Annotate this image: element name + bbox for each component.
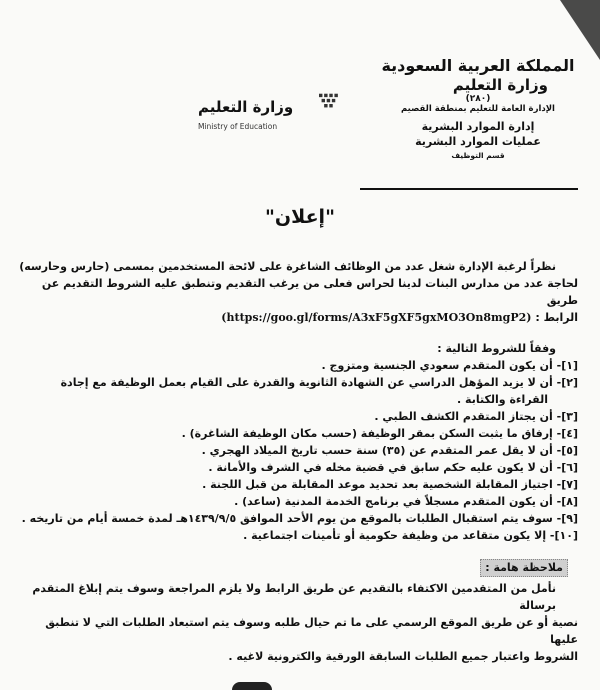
condition-item: [١٠]- إلا يكون متقاعد من وظيفة حكومية أو تأمينات اجتماعية . xyxy=(243,529,578,542)
condition-item: [٢]- أن لا يزيد المؤهل الدراسي عن الشهادة الثانوية والقدرة على القيام بعمل الوظيفة مع إجادة xyxy=(60,376,578,389)
ministry-logo-icon xyxy=(314,92,348,116)
ministry-logo xyxy=(190,92,350,136)
sub-department: عمليات الموارد البشرية xyxy=(415,135,541,148)
condition-item: [٥]- أن لا يقل عمر المتقدم عن (٣٥) سنة حسب تاريخ الميلاد الهجري . xyxy=(201,444,578,457)
note-line: نأمل من المتقدمين الاكتفاء بالتقديم عن طريق الرابط ولا يلزم المراجعة وسوف يتم إبلاغ المتقدم برسالة xyxy=(32,582,556,612)
condition-item: [٣]- أن يجتاز المتقدم الكشف الطبي . xyxy=(374,410,578,423)
link-label: الرابط : xyxy=(535,311,578,324)
note-line: الشروط واعتبار جميع الطلبات السابقة الورقية والكترونية لاغيه . xyxy=(228,650,578,663)
note-heading-wrap xyxy=(16,556,578,577)
ministry-name: وزارة التعليم xyxy=(452,76,548,94)
condition-item-continued: القراءة والكتابة . xyxy=(457,393,548,406)
scan-artifact xyxy=(560,0,600,60)
letterhead xyxy=(378,56,578,160)
condition-item: [٨]- أن يكون المتقدم مسجلاً في برنامج الخدمة المدنية (ساعد) . xyxy=(234,495,578,508)
application-link[interactable]: (https://goo.gl/forms/A3xF5gXF5gxMO3On8mgP2) xyxy=(221,311,532,324)
conditions-heading: وفقاً للشروط التالية : xyxy=(437,342,556,355)
code: (٢٨٠) xyxy=(465,94,491,104)
note-line: نصية أو عن طريق الموقع الرسمي على ما تم حيال طلبه وسوف يتم استبعاد الطلبات التي لا تنطبق عليها xyxy=(45,616,578,646)
stamp-fragment xyxy=(232,682,272,690)
logo-arabic: وزارة التعليم xyxy=(198,98,294,116)
kingdom-name: المملكة العربية السعودية xyxy=(381,56,575,75)
header-divider xyxy=(360,188,578,190)
announcement-title: "إعلان" xyxy=(265,206,335,228)
condition-item: [٤]- إرفاق ما يثبت السكن بمقر الوظيفة (حسب مكان الوظيفة الشاغرة) . xyxy=(181,427,578,440)
intro-paragraph xyxy=(16,258,578,326)
intro-line: نظراً لرغبة الإدارة شغل عدد من الوظائف الشاغرة على لائحة المستخدمين بمسمى (حارس وحارسه) xyxy=(19,260,556,273)
note-heading: ملاحظة هامة : xyxy=(480,559,568,577)
department: إدارة الموارد البشرية xyxy=(421,120,535,133)
conditions-list xyxy=(16,340,578,544)
intro-line: لحاجة عدد من مدارس البنات لدينا لحراس فعلى من يرغب التقديم وتنطبق عليه الشروط التقديم عن طريق xyxy=(41,277,578,307)
section: قسم التوظيف xyxy=(451,151,505,160)
condition-item: [٩]- سوف يتم استقبال الطلبات بالموقع من يوم الأحد الموافق ١٤٣٩/٩/٥هـ لمدة خمسة أيام من تاريخه . xyxy=(21,512,578,525)
condition-item: [٧]- اجتياز المقابلة الشخصية بعد تحديد موعد المقابلة من قبل اللجنة . xyxy=(202,478,578,491)
condition-item: [١]- أن يكون المتقدم سعودي الجنسية ومتزوج . xyxy=(321,359,578,372)
logo-english: Ministry of Education xyxy=(198,122,278,131)
note-paragraph xyxy=(16,580,578,665)
document-body xyxy=(16,258,578,665)
directorate: الإدارة العامة للتعليم بمنطقة القصيم xyxy=(401,104,555,114)
condition-item: [٦]- أن لا يكون عليه حكم سابق في قضية مخله في الشرف والأمانة . xyxy=(208,461,578,474)
